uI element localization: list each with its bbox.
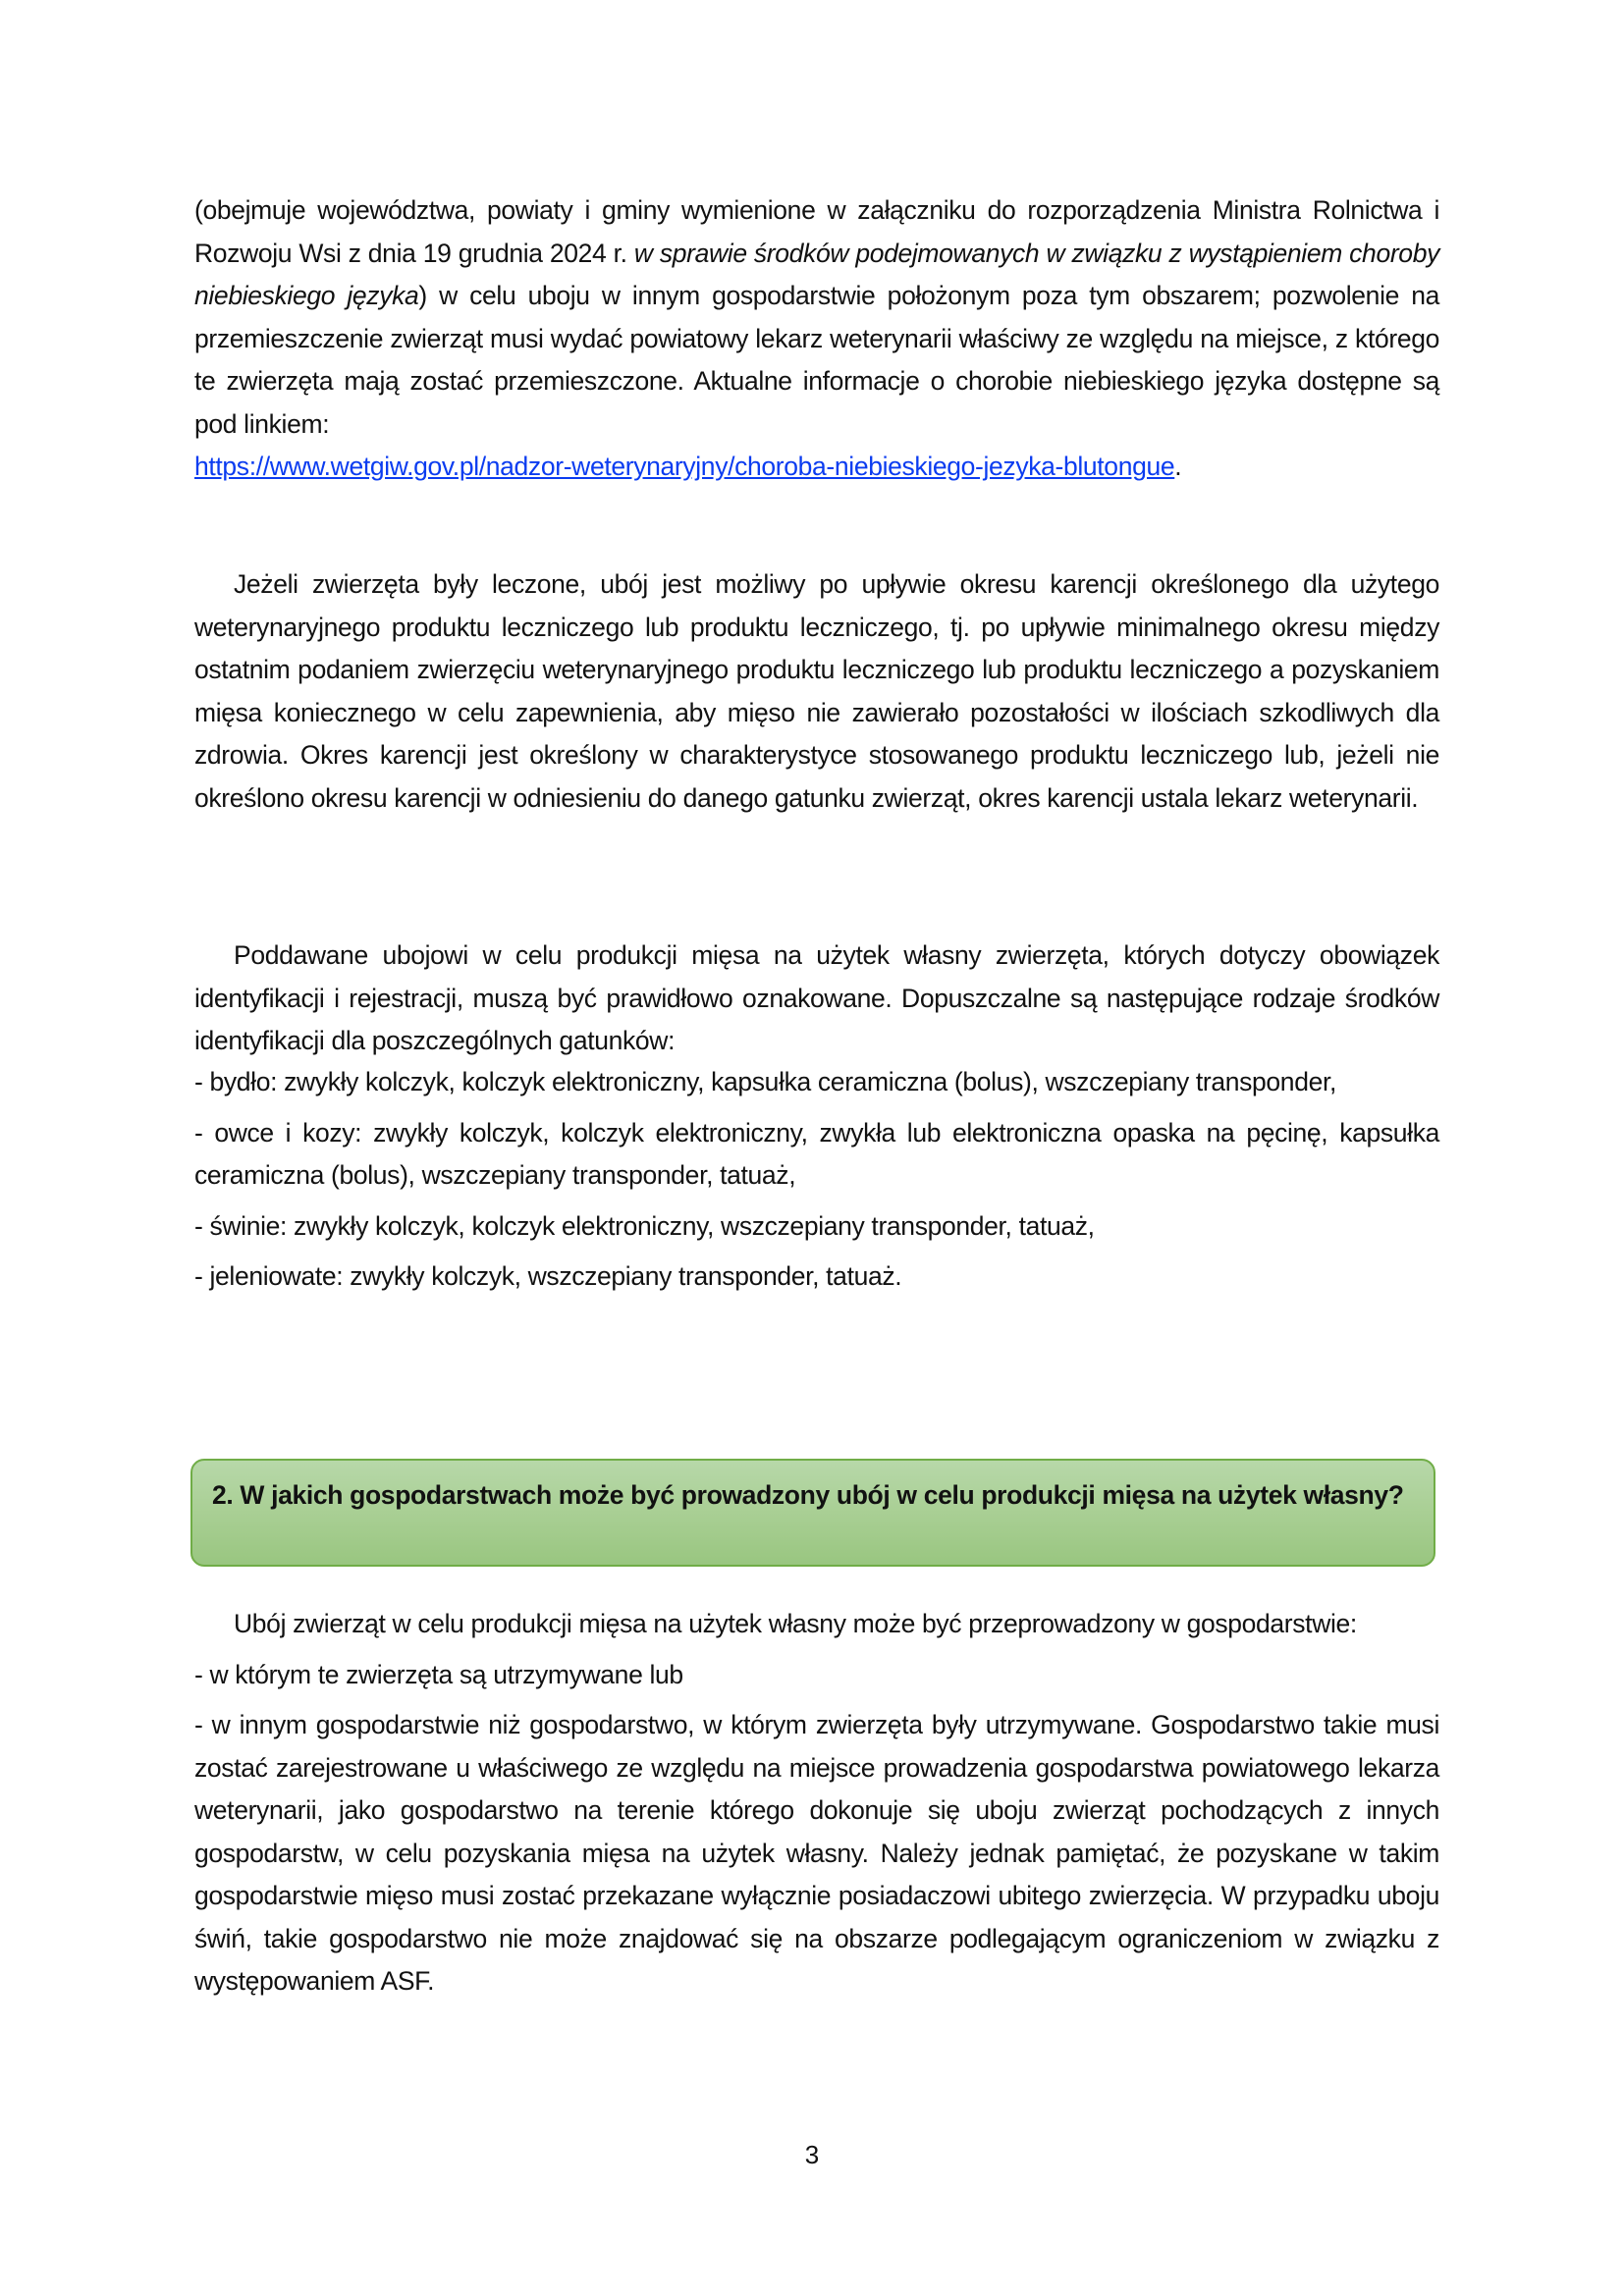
- section-2-heading: 2. W jakich gospodarstwach może być prowadzony ubój w celu produkcji mięsa na użytek własny?: [190, 1459, 1435, 1567]
- list-item-deer: - jeleniowate: zwykły kolczyk, wszczepiany transponder, tatuaż.: [194, 1261, 902, 1291]
- section-2-intro: Ubój zwierząt w celu produkcji mięsa na użytek własny może być przeprowadzony w gospodarstwie:: [234, 1609, 1357, 1638]
- treatment-paragraph: Jeżeli zwierzęta były leczone, ubój jest możliwy po upływie okresu karencji określonego dla użytego weterynaryjnego produktu leczniczego lub produktu leczniczego, tj. po upływie minimalnego okresu między ostatnim podaniem zwierzęciu weterynaryjnego produktu leczniczego lub produktu leczniczego a pozyskaniem mięsa koniecznego w celu zapewnienia, aby mięso nie zawierało pozostałości w ilościach szkodliwych dla zdrowia. Okres karencji jest określony w charakterystyce stosowanego produktu leczniczego lub, jeżeli nie określono okresu karencji w odniesieniu do danego gatunku zwierząt, okres karencji ustala lekarz weterynarii.: [194, 569, 1439, 813]
- page-number: 3: [804, 2140, 820, 2169]
- bluetongue-info-link[interactable]: https://www.wetgiw.gov.pl/nadzor-weterynaryjny/choroba-niebieskiego-jezyka-blutongue: [194, 452, 1175, 481]
- identification-paragraph: Poddawane ubojowi w celu produkcji mięsa na użytek własny zwierzęta, których dotyczy obowiązek identyfikacji i rejestracji, muszą być prawidłowo oznakowane. Dopuszczalne są następujące rodzaje środków identyfikacji dla poszczególnych gatunków:: [194, 940, 1439, 1055]
- list-item-sheep-goats: - owce i kozy: zwykły kolczyk, kolczyk elektroniczny, zwykła lub elektroniczna opaska na pęcinę, kapsułka ceramiczna (bolus), wszczepiany transponder, tatuaż,: [194, 1117, 1439, 1190]
- identification-list: [194, 1061, 1439, 1299]
- link-suffix: .: [1174, 452, 1182, 481]
- intro-paragraph: [194, 189, 1439, 489]
- section-2-body: [194, 1603, 1439, 2003]
- list-item-cattle: - bydło: zwykły kolczyk, kolczyk elektroniczny, kapsułka ceramiczna (bolus), wszczepiany transponder,: [194, 1067, 1336, 1096]
- regulation-title: w sprawie środków podejmowanych w związku z wystąpieniem choroby niebieskiego języka: [194, 238, 1439, 310]
- intro-text-1: (obejmuje województwa, powiaty i gminy wymienione w załączniku do rozporządzenia Ministra Rolnictwa i Rozwoju Wsi z dnia 19 grudnia 2024 r.: [194, 195, 1439, 268]
- list-item-pigs: - świnie: zwykły kolczyk, kolczyk elektroniczny, wszczepiany transponder, tatuaż,: [194, 1210, 1095, 1241]
- section-2-item-1: - w którym te zwierzęta są utrzymywane lub: [194, 1659, 683, 1689]
- section-2-item-2: - w innym gospodarstwie niż gospodarstwo, w którym zwierzęta były utrzymywane. Gospodarstwo takie musi zostać zarejestrowane u właściwego ze względu na miejsce prowadzenia gospodarstwa powiatowego lekarza weterynarii, jako gospodarstwo na terenie którego dokonuje się uboju zwierząt pochodzących z innych gospodarstw, w celu pozyskania mięsa na użytek własny. Należy jednak pamiętać, że pozyskane w takim gospodarstwie mięso musi zostać przekazane wyłącznie posiadaczowi ubitego zwierzęcia. W przypadku uboju świń, takie gospodarstwo nie może znajdować się na obszarze podlegającym ograniczeniom w związku z występowaniem ASF.: [194, 1710, 1439, 1996]
- intro-text-2: ) w celu uboju w innym gospodarstwie położonym poza tym obszarem; pozwolenie na przemieszczenie zwierząt musi wydać powiatowy lekarz weterynarii właściwy ze względu na miejsce, z którego te zwierzęta mają zostać przemieszczone. Aktualne informacje o chorobie niebieskiego języka dostępne są pod linkiem:: [194, 281, 1440, 439]
